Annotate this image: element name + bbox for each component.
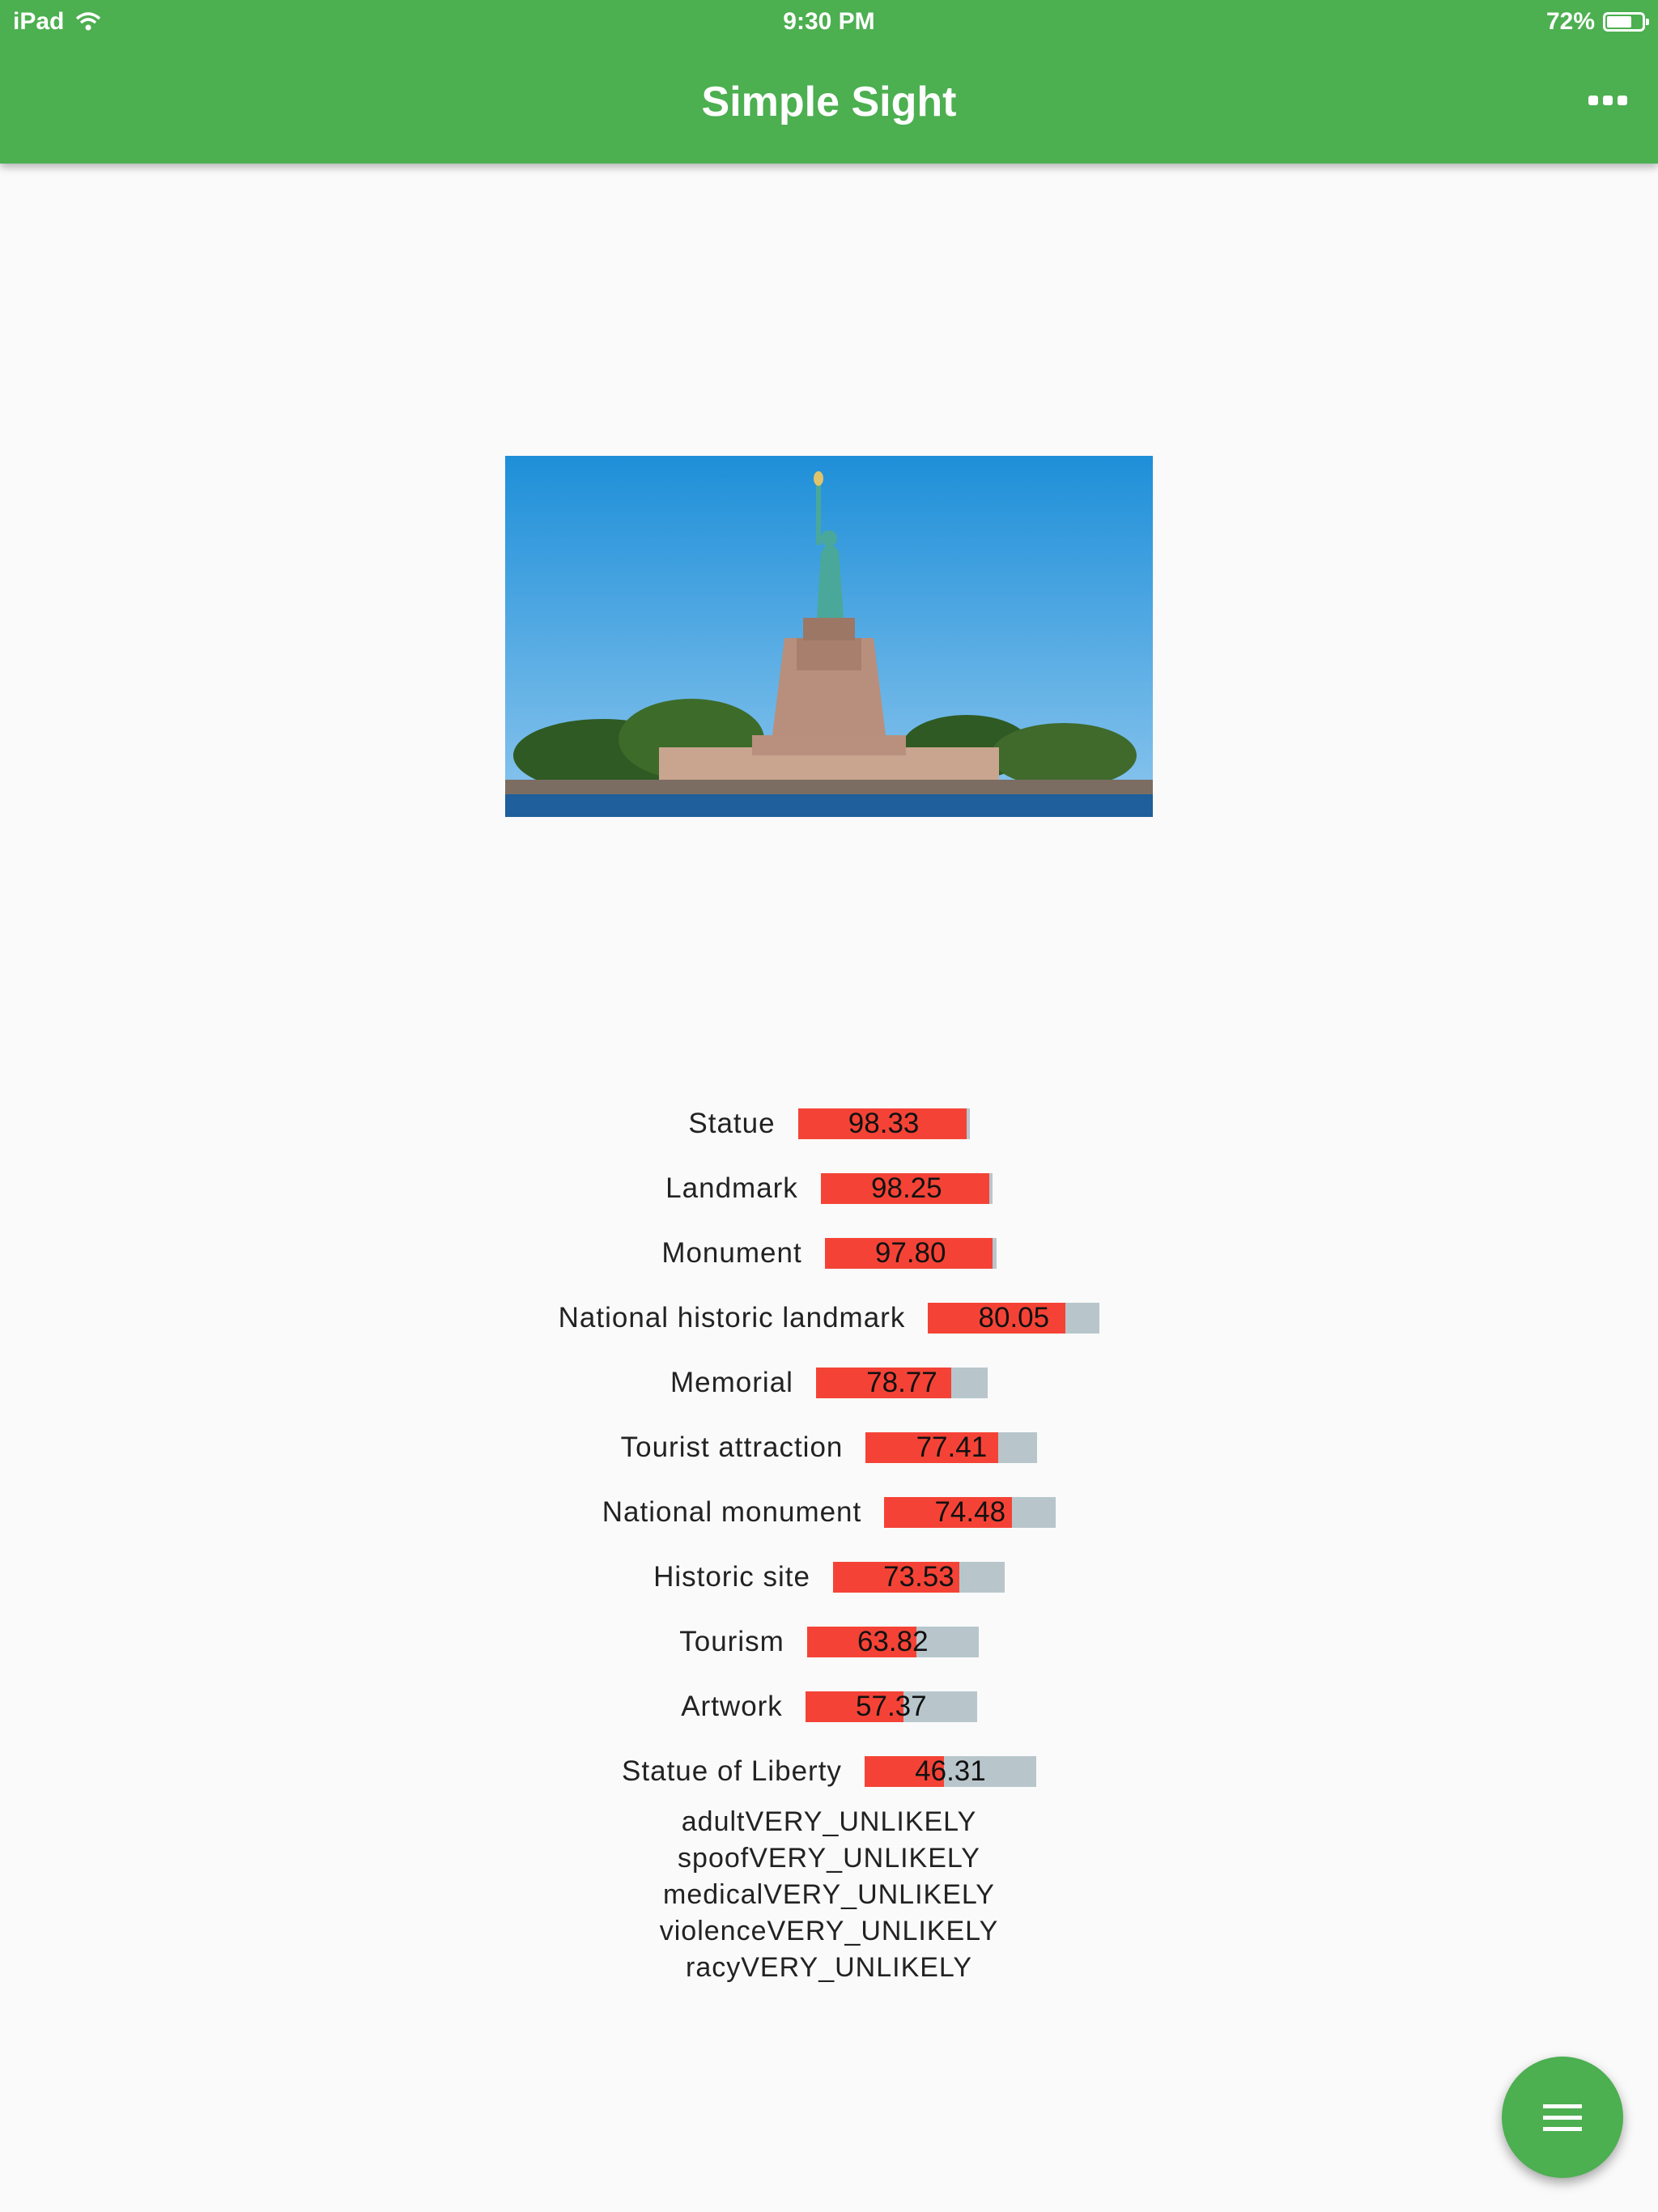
safe-search-item: adultVERY_UNLIKELY — [681, 1806, 977, 1837]
safe-search-item: medicalVERY_UNLIKELY — [663, 1879, 995, 1910]
more-options-button[interactable] — [1588, 96, 1627, 105]
status-right — [1546, 8, 1645, 36]
label-name: National historic landmark — [558, 1302, 906, 1334]
label-list — [0, 1091, 1658, 1804]
label-row — [0, 1221, 1658, 1286]
page-title: Simple Sight — [701, 79, 957, 125]
menu-fab-button[interactable] — [1502, 2057, 1623, 2178]
score-value: 73.53 — [883, 1561, 954, 1593]
analyzed-image — [505, 456, 1153, 817]
label-name: Historic site — [653, 1561, 810, 1593]
safe-search-list — [0, 1804, 1658, 1986]
score-value: 98.33 — [848, 1108, 920, 1139]
score-value: 80.05 — [978, 1302, 1050, 1334]
label-row — [0, 1610, 1658, 1674]
more-horizontal-icon — [1588, 96, 1598, 105]
menu-icon-line — [1543, 2127, 1582, 2131]
score-bar — [807, 1627, 979, 1657]
label-row — [0, 1351, 1658, 1415]
battery-percent: 72% — [1545, 8, 1595, 35]
label-name: Artwork — [681, 1691, 783, 1722]
battery-icon — [1603, 12, 1645, 32]
more-dot — [1603, 96, 1613, 105]
wifi-icon — [75, 12, 101, 32]
score-bar — [865, 1432, 1037, 1463]
more-dot — [1618, 96, 1627, 105]
score-bar — [825, 1238, 997, 1269]
label-row — [0, 1091, 1658, 1156]
safe-search-item: spoofVERY_UNLIKELY — [678, 1843, 980, 1874]
score-bar — [865, 1756, 1036, 1787]
label-name: Statue — [688, 1108, 776, 1139]
label-name: Statue of Liberty — [622, 1755, 842, 1787]
score-value: 63.82 — [857, 1626, 929, 1657]
label-name: Tourist attraction — [620, 1431, 844, 1463]
status-left — [13, 8, 101, 36]
menu-icon-line — [1543, 2116, 1582, 2120]
safe-search-item: racyVERY_UNLIKELY — [686, 1952, 972, 1983]
label-row — [0, 1545, 1658, 1610]
score-bar — [928, 1303, 1099, 1334]
status-time: 9:30 PM — [783, 8, 875, 35]
battery-level — [1607, 16, 1631, 28]
label-row — [0, 1415, 1658, 1480]
device-name: iPad — [13, 8, 65, 35]
score-bar — [806, 1691, 977, 1722]
score-value: 77.41 — [916, 1431, 988, 1463]
score-bar — [884, 1497, 1056, 1528]
label-name: National monument — [602, 1496, 862, 1528]
label-name: Memorial — [670, 1367, 793, 1398]
score-value: 98.25 — [871, 1172, 942, 1204]
label-name: Monument — [661, 1237, 802, 1269]
score-value: 97.80 — [874, 1237, 946, 1269]
label-row — [0, 1286, 1658, 1351]
label-row — [0, 1739, 1658, 1804]
label-row — [0, 1674, 1658, 1739]
label-row — [0, 1480, 1658, 1545]
safe-search-item: violenceVERY_UNLIKELY — [659, 1916, 999, 1946]
score-bar — [798, 1108, 970, 1139]
menu-icon — [1543, 2104, 1582, 2108]
label-row — [0, 1156, 1658, 1221]
score-bar — [833, 1562, 1005, 1593]
score-value: 57.37 — [856, 1691, 927, 1722]
score-value: 74.48 — [934, 1496, 1006, 1528]
label-name: Landmark — [665, 1172, 798, 1204]
score-bar — [821, 1173, 993, 1204]
app-bar — [0, 0, 1658, 164]
label-name: Tourism — [679, 1626, 784, 1657]
score-value: 46.31 — [915, 1755, 986, 1787]
score-bar — [816, 1368, 988, 1398]
score-value: 78.77 — [866, 1367, 937, 1398]
